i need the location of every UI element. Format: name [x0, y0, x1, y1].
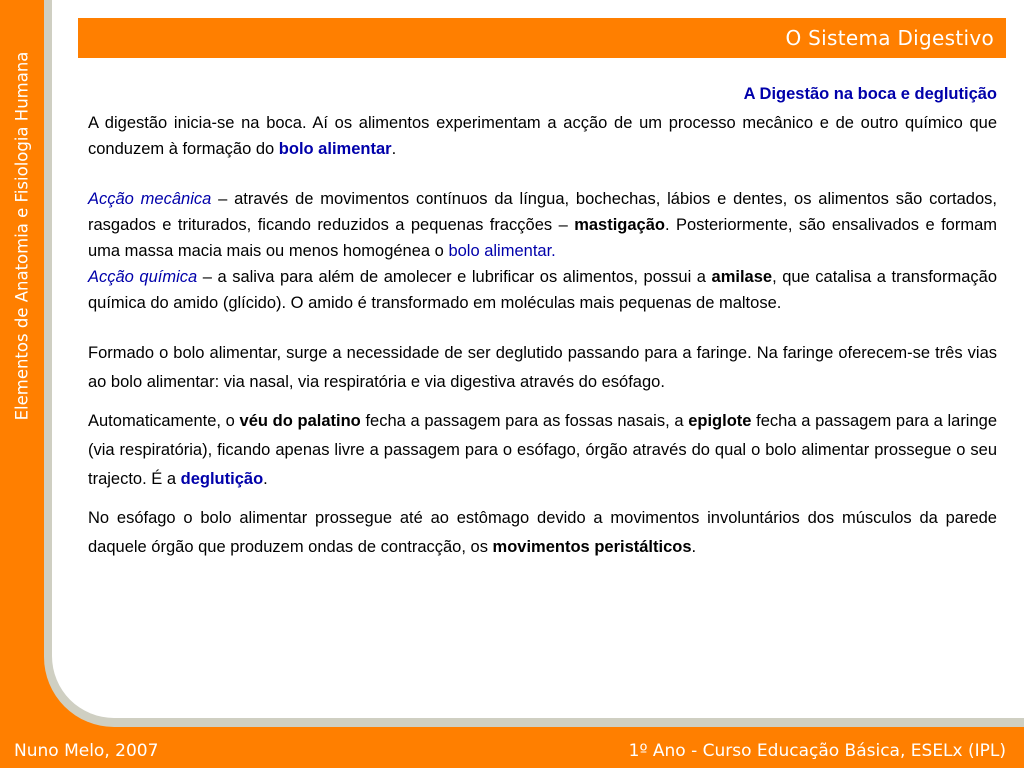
footer-course: 1º Ano - Curso Educação Básica, ESELx (IPL)	[628, 741, 1006, 761]
term-bolo-alimentar-2: bolo alimentar.	[448, 242, 556, 260]
term-epiglote: epiglote	[688, 412, 752, 430]
term-accao-mecanica: Acção mecânica	[88, 190, 212, 208]
text-span: fecha a passagem para a laringe (via respiratória), ficando apenas livre a passagem para o esófago, órgão através do qual o bolo alimentar prossegue o seu trajecto. É a	[88, 412, 998, 488]
term-bolo-alimentar: bolo alimentar	[278, 140, 392, 158]
text-span: .	[391, 140, 397, 158]
slide-title: O Sistema Digestivo	[785, 26, 994, 50]
text-span: . Posteriormente, são ensalivados e formam uma massa macia mais ou menos homogénea o	[88, 216, 997, 260]
paragraph-accao-quimica	[88, 264, 997, 316]
side-label-bar	[0, 0, 44, 727]
text-span: No esófago o bolo alimentar prossegue até ao estômago devido a movimentos involuntários dos músculos da parede daquele órgão que produzem ondas de contracção, os	[88, 509, 997, 556]
text-span: .	[691, 538, 697, 556]
paragraph-faringe	[88, 339, 997, 397]
text-span: .	[263, 470, 268, 488]
paragraph-degluticao	[88, 407, 997, 494]
term-degluticao: deglutição	[180, 470, 264, 488]
title-bar	[78, 18, 1006, 58]
term-veu-do-palatino: véu do palatino	[239, 412, 361, 430]
text-span: Automaticamente, o	[88, 412, 240, 430]
text-span: – a saliva para além de amolecer e lubrificar os alimentos, possui a	[197, 268, 712, 286]
section-subtitle: A Digestão na boca e deglutição	[743, 85, 997, 103]
paragraph-esofago	[88, 504, 997, 562]
footer-author: Nuno Melo, 2007	[14, 741, 159, 761]
text-span: , que catalisa a transformação química do amido (glícido). O amido é transformado em moléculas mais pequenas de maltose.	[88, 268, 997, 312]
term-accao-quimica: Acção química	[88, 268, 198, 286]
text-span: Formado o bolo alimentar, surge a necessidade de ser deglutido passando para a faringe. Na faringe oferecem-se três vias ao bolo alimentar: via nasal, via respiratória e via digestiva através do esófago.	[88, 344, 997, 391]
paragraph-intro	[88, 110, 997, 162]
term-amilase: amilase	[711, 268, 773, 286]
text-span: fecha a passagem para as fossas nasais, a	[360, 412, 689, 430]
text-span: – através de movimentos contínuos da língua, bochechas, lábios e dentes, os alimentos são cortados, rasgados e triturados, ficando reduzidos a pequenas fracções –	[88, 190, 997, 234]
term-movimentos-peristalticos: movimentos peristálticos	[492, 538, 692, 556]
text-span: A digestão inicia-se na boca. Aí os alimentos experimentam a acção de um processo mecânico e de outro químico que conduzem à formação do	[88, 114, 997, 158]
paragraph-accao-mecanica	[88, 186, 997, 264]
course-side-label: Elementos de Anatomia e Fisiologia Humana	[12, 51, 32, 421]
term-mastigacao: mastigação	[574, 216, 665, 234]
slide-content	[88, 78, 997, 562]
